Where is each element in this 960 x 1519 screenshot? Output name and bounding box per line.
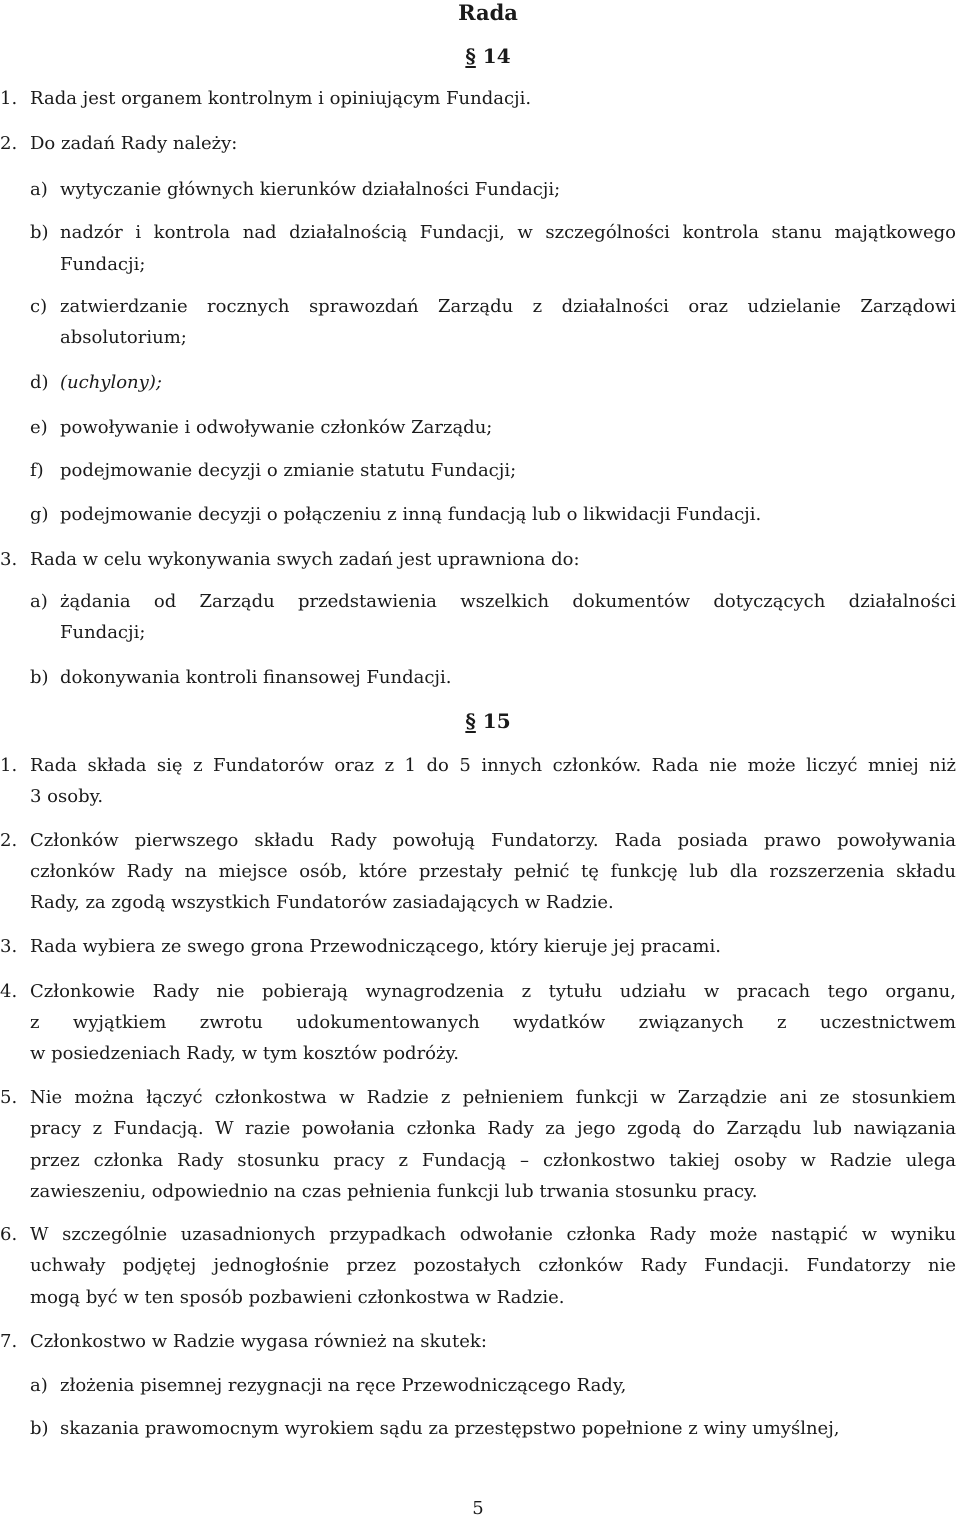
- item-text-line: uchwały podjętej jednogłośnie przez pozostałych członków Rady Fundacji. Fundatorzy nie: [30, 1255, 956, 1276]
- subitem-letter: f): [30, 460, 44, 481]
- subitem-text-line: Fundacji;: [60, 254, 146, 275]
- item-text-line: członków Rady na miejsce osób, które przestały pełnić tę funkcję lub dla rozszerzenia składu: [30, 861, 956, 882]
- subitem-letter: d): [30, 372, 49, 393]
- item-text: Do zadań Rady należy:: [30, 133, 238, 154]
- item-text-line: Członków pierwszego składu Rady powołują Fundatorzy. Rada posiada prawo powoływania: [30, 830, 956, 851]
- item-text-line: mogą być w ten sposób pozbawieni członkostwa w Radzie.: [30, 1287, 565, 1308]
- subitem-text-line: zatwierdzanie rocznych sprawozdań Zarządu z działalności oraz udzielanie Zarządowi: [60, 296, 956, 317]
- subitem-letter: b): [30, 222, 49, 243]
- item-text-line: w posiedzeniach Rady, w tym kosztów podróży.: [30, 1043, 460, 1064]
- subitem-letter: g): [30, 504, 49, 525]
- item-number: 4.: [0, 981, 18, 1002]
- page-number: 5: [472, 1498, 484, 1519]
- subitem-letter: c): [30, 296, 48, 317]
- subitem-text: dokonywania kontroli finansowej Fundacji.: [60, 667, 452, 688]
- item-text-line: Rada składa się z Fundatorów oraz z 1 do 5 innych członków. Rada nie może liczyć mniej niż: [30, 755, 956, 776]
- subitem-letter: a): [30, 1375, 48, 1396]
- section-number: 14: [482, 44, 511, 68]
- subitem-text-line: Fundacji;: [60, 622, 146, 643]
- item-number: 2.: [0, 133, 18, 154]
- chapter-title: Rada: [458, 0, 518, 25]
- item-text-line: pracy z Fundacją. W razie powołania członka Rady za jego zgodą do Zarządu lub nawiązania: [30, 1118, 956, 1139]
- subitem-text-line: absolutorium;: [60, 327, 187, 348]
- item-text-line: 3 osoby.: [30, 786, 104, 807]
- subitem-text: podejmowanie decyzji o połączeniu z inną fundacją lub o likwidacji Fundacji.: [60, 504, 762, 525]
- item-text-line: zawieszeniu, odpowiednio na czas pełnienia funkcji lub trwania stosunku pracy.: [30, 1181, 758, 1202]
- subitem-letter: a): [30, 179, 48, 200]
- item-text-line: W szczególnie uzasadnionych przypadkach odwołanie członka Rady może nastąpić w wyniku: [30, 1224, 956, 1245]
- subitem-text: skazania prawomocnym wyrokiem sądu za przestępstwo popełnione z winy umyślnej,: [60, 1418, 840, 1439]
- subitem-text-line: nadzór i kontrola nad działalnością Fundacji, w szczególności kontrola stanu majątkowego: [60, 222, 956, 243]
- section-14-heading: [8, 46, 960, 66]
- section-sign: §: [465, 44, 476, 68]
- item-text: Członkostwo w Radzie wygasa również na skutek:: [30, 1331, 487, 1352]
- subitem-letter: b): [30, 667, 49, 688]
- item-number: 5.: [0, 1087, 18, 1108]
- subitem-text: (uchylony);: [60, 372, 162, 393]
- item-text: Rada jest organem kontrolnym i opiniującym Fundacji.: [30, 88, 532, 109]
- section-number: 15: [482, 709, 511, 733]
- subitem-letter: e): [30, 417, 48, 438]
- item-number: 3.: [0, 549, 18, 570]
- subitem-text: złożenia pisemnej rezygnacji na ręce Przewodniczącego Rady,: [60, 1375, 627, 1396]
- item-number: 3.: [0, 936, 18, 957]
- item-text-line: Członkowie Rady nie pobierają wynagrodzenia z tytułu udziału w pracach tego organu,: [30, 981, 956, 1002]
- section-15-heading: [8, 711, 960, 731]
- item-text: Rada w celu wykonywania swych zadań jest uprawniona do:: [30, 549, 580, 570]
- subitem-text: powoływanie i odwoływanie członków Zarządu;: [60, 417, 493, 438]
- item-text-line: przez członka Rady stosunku pracy z Fundacją – członkostwo takiej osoby w Radzie ulega: [30, 1150, 956, 1171]
- item-text-line: Rady, za zgodą wszystkich Fundatorów zasiadających w Radzie.: [30, 892, 614, 913]
- item-number: 2.: [0, 830, 18, 851]
- subitem-text: wytyczanie głównych kierunków działalności Fundacji;: [60, 179, 561, 200]
- item-number: 7.: [0, 1331, 18, 1352]
- subitem-text: podejmowanie decyzji o zmianie statutu Fundacji;: [60, 460, 517, 481]
- item-number: 1.: [0, 88, 18, 109]
- subitem-text-line: żądania od Zarządu przedstawienia wszelkich dokumentów dotyczących działalności: [60, 591, 956, 612]
- item-number: 1.: [0, 755, 18, 776]
- section-sign: §: [465, 709, 476, 733]
- subitem-letter: b): [30, 1418, 49, 1439]
- item-text-line: z wyjątkiem zwrotu udokumentowanych wydatków związanych z uczestnictwem: [30, 1012, 956, 1033]
- item-text: Rada wybiera ze swego grona Przewodniczącego, który kieruje jej pracami.: [30, 936, 721, 957]
- item-number: 6.: [0, 1224, 18, 1245]
- item-text-line: Nie można łączyć członkostwa w Radzie z pełnieniem funkcji w Zarządzie ani ze stosunkiem: [30, 1087, 956, 1108]
- subitem-letter: a): [30, 591, 48, 612]
